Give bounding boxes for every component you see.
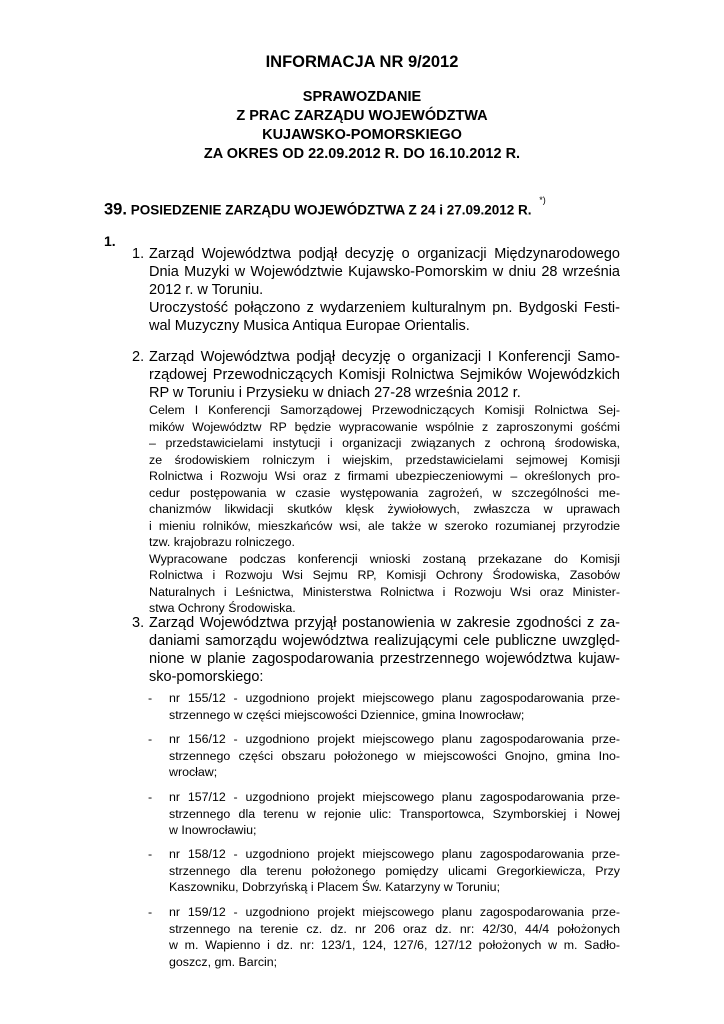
bullet-line: w m. Wapienno i dz. nr: 123/1, 124, 127/6, 127/12 położonych w m. Sadło- bbox=[169, 938, 620, 952]
detail-line: chanizmów likwidacji skutków klęsk żywiołowych, zwłaszcza w uprawach bbox=[149, 502, 620, 516]
item-line: daniami samorządu województwa realizującymi cele publiczne uwzględ- bbox=[149, 633, 620, 649]
bullet-line: wrocław; bbox=[169, 765, 218, 779]
detail-line: – przedstawicielami instytucji i organizacji związanych z ochroną środowiska, bbox=[149, 436, 620, 450]
list-item bbox=[132, 245, 620, 335]
item-body bbox=[149, 614, 620, 686]
bullet-item bbox=[148, 789, 620, 839]
bullet-body bbox=[169, 846, 620, 896]
item-index: 3. bbox=[132, 615, 145, 631]
detail-line: Celem I Konferencji Samorządowej Przewodniczących Komisji Rolnictwa Sej- bbox=[149, 403, 620, 417]
bullet-item bbox=[148, 904, 620, 970]
bullet-line: nr 158/12 - uzgodniono projekt miejscowego planu zagospodarowania prze- bbox=[169, 847, 620, 861]
detail-line: tzw. krajobrazu rolniczego. bbox=[149, 535, 296, 549]
bullet-line: strzennego dla terenu w rejonie ulic: Transportowca, Szymborskiej i Nowej bbox=[169, 806, 620, 821]
session-heading bbox=[104, 195, 546, 221]
bullet-dash: - bbox=[148, 905, 153, 919]
footnote-mark: *) bbox=[539, 195, 546, 205]
bullet-item bbox=[148, 690, 620, 723]
item-line: Zarząd Województwa przyjął postanowienia w zakresie zgodności z za- bbox=[149, 615, 620, 631]
bullet-body bbox=[169, 690, 620, 723]
detail-line: ze środowiskiem rolniczym i wiejskim, przedstawicielami sejmowej Komisji bbox=[149, 452, 620, 467]
item-line: Dnia Muzyki w Województwie Kujawsko-Pomorskim w dniu 28 września bbox=[149, 264, 620, 280]
detail-line: Wypracowane podczas konferencji wnioski zostaną przekazane do Komisji bbox=[149, 551, 620, 566]
item-body bbox=[149, 245, 620, 335]
bullet-body bbox=[169, 904, 620, 970]
bullet-body bbox=[169, 731, 620, 781]
bullet-line: strzennego dla terenu położonego pomiędzy ulicami Gregorkiewicza, Przy bbox=[169, 863, 620, 878]
item-line: 2012 r. w Toruniu. bbox=[149, 282, 264, 298]
bullet-item bbox=[148, 731, 620, 781]
bullet-line: nr 156/12 - uzgodniono projekt miejscowego planu zagospodarowania prze- bbox=[169, 732, 620, 746]
bullet-line: strzennego w części miejscowości Dziennice, gmina Inowrocław; bbox=[169, 707, 525, 722]
session-title: POSIEDZENIE ZARZĄDU WOJEWÓDZTWA Z 24 i 27.09.2012 R. bbox=[130, 202, 532, 218]
report-subtitle bbox=[0, 88, 724, 164]
item-body bbox=[149, 348, 620, 617]
list-item bbox=[132, 614, 620, 686]
detail-line: Rolnictwa i Rozwoju Wsi Sejmu RP, Komisji Ochrony Środowiska, Zasobów bbox=[149, 568, 620, 582]
item-index: 2. bbox=[132, 349, 145, 365]
item-line: Zarząd Województwa podjął decyzję o organizacji I Konferencji Samo- bbox=[149, 349, 620, 365]
point-number: 1. bbox=[104, 233, 116, 249]
subtitle-line: ZA OKRES OD 22.09.2012 R. DO 16.10.2012 R. bbox=[203, 146, 521, 162]
bullet-line: nr 157/12 - uzgodniono projekt miejscowego planu zagospodarowania prze- bbox=[169, 790, 620, 804]
bullet-body bbox=[169, 789, 620, 839]
bullet-dash: - bbox=[148, 732, 153, 746]
item-line: RP w Toruniu i Przysieku w dniach 27-28 września 2012 r. bbox=[149, 385, 521, 401]
page-title: INFORMACJA NR 9/2012 bbox=[265, 53, 459, 71]
bullet-line: goszcz, gm. Barcin; bbox=[169, 954, 278, 969]
detail-line: i mieniu rolników, mieszkańców wsi, ale także w szeroko rozumianej przyrodzie bbox=[149, 518, 620, 533]
detail-line: cedur postępowania w czasie występowania zagrożeń, w szczególności me- bbox=[149, 485, 620, 500]
detail-line: stwa Ochrony Środowiska. bbox=[149, 601, 296, 615]
bullet-line: strzennego na terenie cz. dz. nr 206 oraz dz. nr: 42/30, 44/4 położonych bbox=[169, 921, 620, 936]
bullet-line: Kaszowniku, Dobrzyńską i Placem Św. Katarzyny w Toruniu; bbox=[169, 880, 501, 894]
bullet-dash: - bbox=[148, 847, 153, 861]
detail-line: Naturalnych i Leśnictwa, Ministerstwa Rolnictwa i Rozwoju Wsi oraz Minister- bbox=[149, 584, 620, 599]
bullet-dash: - bbox=[148, 691, 153, 705]
bullet-line: w Inowrocławiu; bbox=[169, 823, 257, 837]
item-line: rządowej Przewodniczących Komisji Rolnictwa Sejmików Wojewódzkich bbox=[149, 367, 620, 383]
bullet-line: nr 159/12 - uzgodniono projekt miejscowego planu zagospodarowania prze- bbox=[169, 905, 620, 919]
item-index: 1. bbox=[132, 246, 145, 262]
detail-line: mików Województw RP będzie wypracowanie wspólnie z zaproszonymi gośćmi bbox=[149, 419, 620, 434]
item-line: Zarząd Województwa podjął decyzję o organizacji Międzynarodowego bbox=[149, 246, 620, 262]
subtitle-line: SPRAWOZDANIE bbox=[302, 89, 422, 105]
bullet-line: nr 155/12 - uzgodniono projekt miejscowego planu zagospodarowania prze- bbox=[169, 691, 620, 705]
bullet-line: strzennego części obszaru położonego w miejscowości Gnojno, gmina Ino- bbox=[169, 748, 620, 763]
item-line: Uroczystość połączono z wydarzeniem kulturalnym pn. Bydgoski Festi- bbox=[149, 300, 620, 316]
item-line: wal Muzyczny Musica Antiqua Europae Orientalis. bbox=[149, 318, 470, 334]
item-detail bbox=[149, 402, 620, 617]
subtitle-line: Z PRAC ZARZĄDU WOJEWÓDZTWA bbox=[236, 108, 488, 124]
subtitle-line: KUJAWSKO-POMORSKIEGO bbox=[262, 127, 462, 143]
list-item bbox=[132, 348, 620, 617]
bullet-dash: - bbox=[148, 790, 153, 804]
item-line: sko-pomorskiego: bbox=[149, 669, 264, 685]
item-line: nione w planie zagospodarowania przestrzennego województwa kujaw- bbox=[149, 651, 620, 667]
detail-line: Rolnictwa i Rozwoju Wsi oraz z firmami ubezpieczeniowymi – określonych pro- bbox=[149, 469, 620, 483]
session-number: 39. bbox=[104, 200, 127, 219]
bullet-item bbox=[148, 846, 620, 896]
